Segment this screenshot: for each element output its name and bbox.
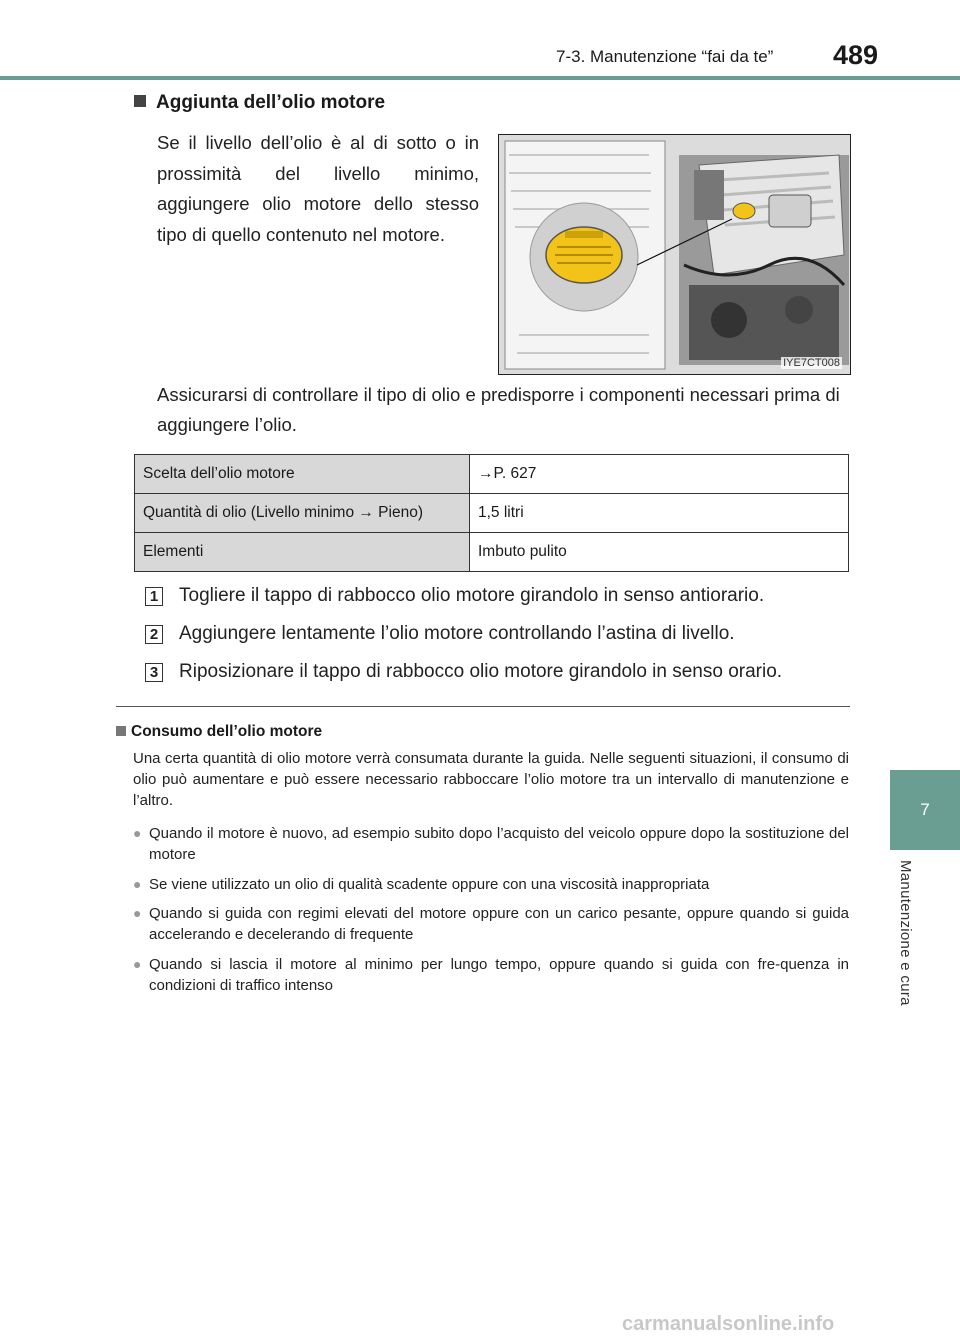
page-number: 489 — [833, 40, 879, 70]
circle-bullet-icon: ● — [133, 905, 142, 921]
list-item — [133, 954, 849, 996]
step-item — [145, 585, 764, 607]
chapter-label — [897, 860, 923, 1040]
section-title-text: Aggiunta dell’olio motore — [156, 92, 386, 113]
table-key: Scelta dell’olio motore — [135, 455, 470, 494]
spec-table — [134, 454, 849, 572]
step-number: 1 — [145, 587, 163, 606]
table-value: Imbuto pulito — [470, 533, 849, 572]
list-item-text: Quando si lascia il motore al minimo per lungo tempo, oppure quando si guida con fre-quenza in condizioni di traffico intenso — [149, 956, 849, 994]
chapter-number: 7 — [920, 800, 930, 819]
note-paragraph: Assicurarsi di controllare il tipo di olio e predisporre i componenti necessari prima di aggiungere l’olio. — [157, 384, 840, 435]
chapter-label-text: Manutenzione e cura — [897, 860, 914, 1006]
table-row — [135, 455, 849, 494]
step-item — [145, 661, 782, 683]
circle-bullet-icon: ● — [133, 956, 142, 972]
engine-illustration — [498, 134, 851, 375]
list-item-text: Quando si guida con regimi elevati del motore oppure con un carico pesante, oppure quando si guida accelerando e decelerando di frequente — [149, 905, 849, 943]
chapter-tab — [890, 770, 960, 850]
consumption-title — [116, 723, 322, 741]
circle-bullet-icon: ● — [133, 825, 142, 841]
section-divider — [116, 706, 850, 707]
section-title — [134, 92, 385, 114]
step-number: 2 — [145, 625, 163, 644]
list-item-text: Se viene utilizzato un olio di qualità scadente oppure con una viscosità inappropriata — [149, 876, 710, 893]
table-row — [135, 533, 849, 572]
table-value: 1,5 litri — [470, 494, 849, 533]
header-section-title: 7-3. Manutenzione “fai da te” — [556, 47, 774, 66]
list-item — [133, 874, 849, 895]
image-code: IYE7CT008 — [783, 357, 840, 369]
square-bullet-icon — [134, 95, 146, 107]
table-key: Elementi — [135, 533, 470, 572]
step-text: Aggiungere lentamente l’olio motore controllando l’astina di livello. — [179, 623, 735, 644]
list-item — [133, 903, 849, 945]
table-key: Quantità di olio (Livello minimo → Pieno) — [135, 494, 470, 533]
intro-paragraph: Se il livello dell’olio è al di sotto o in prossimità del livello minimo, aggiungere olio motore dello stesso tipo di quello contenuto nel motore. — [157, 132, 479, 245]
consumption-body: Una certa quantità di olio motore verrà consumata durante la guida. Nelle seguenti situazioni, il consumo di olio può aumentare e può essere necessario rabboccare l’olio motore tra un intervallo di manutenzione e l’altro. — [133, 750, 849, 809]
circle-bullet-icon: ● — [133, 876, 142, 892]
engine-bay-drawing — [499, 135, 850, 374]
square-bullet-icon — [116, 726, 126, 736]
table-row — [135, 494, 849, 533]
step-number: 3 — [145, 663, 163, 682]
list-item — [133, 823, 849, 865]
step-text: Togliere il tappo di rabbocco olio motore girandolo in senso antiorario. — [179, 585, 765, 606]
consumption-title-text: Consumo dell’olio motore — [131, 723, 323, 740]
watermark: carmanualsonline.info — [622, 1313, 835, 1335]
header-rule — [0, 76, 960, 80]
list-item-text: Quando il motore è nuovo, ad esempio subito dopo l’acquisto del veicolo oppure dopo la sostituzione del motore — [149, 825, 849, 863]
table-value: →P. 627 — [470, 455, 849, 494]
step-item — [145, 623, 735, 645]
step-text: Riposizionare il tappo di rabbocco olio motore girandolo in senso orario. — [179, 661, 783, 682]
